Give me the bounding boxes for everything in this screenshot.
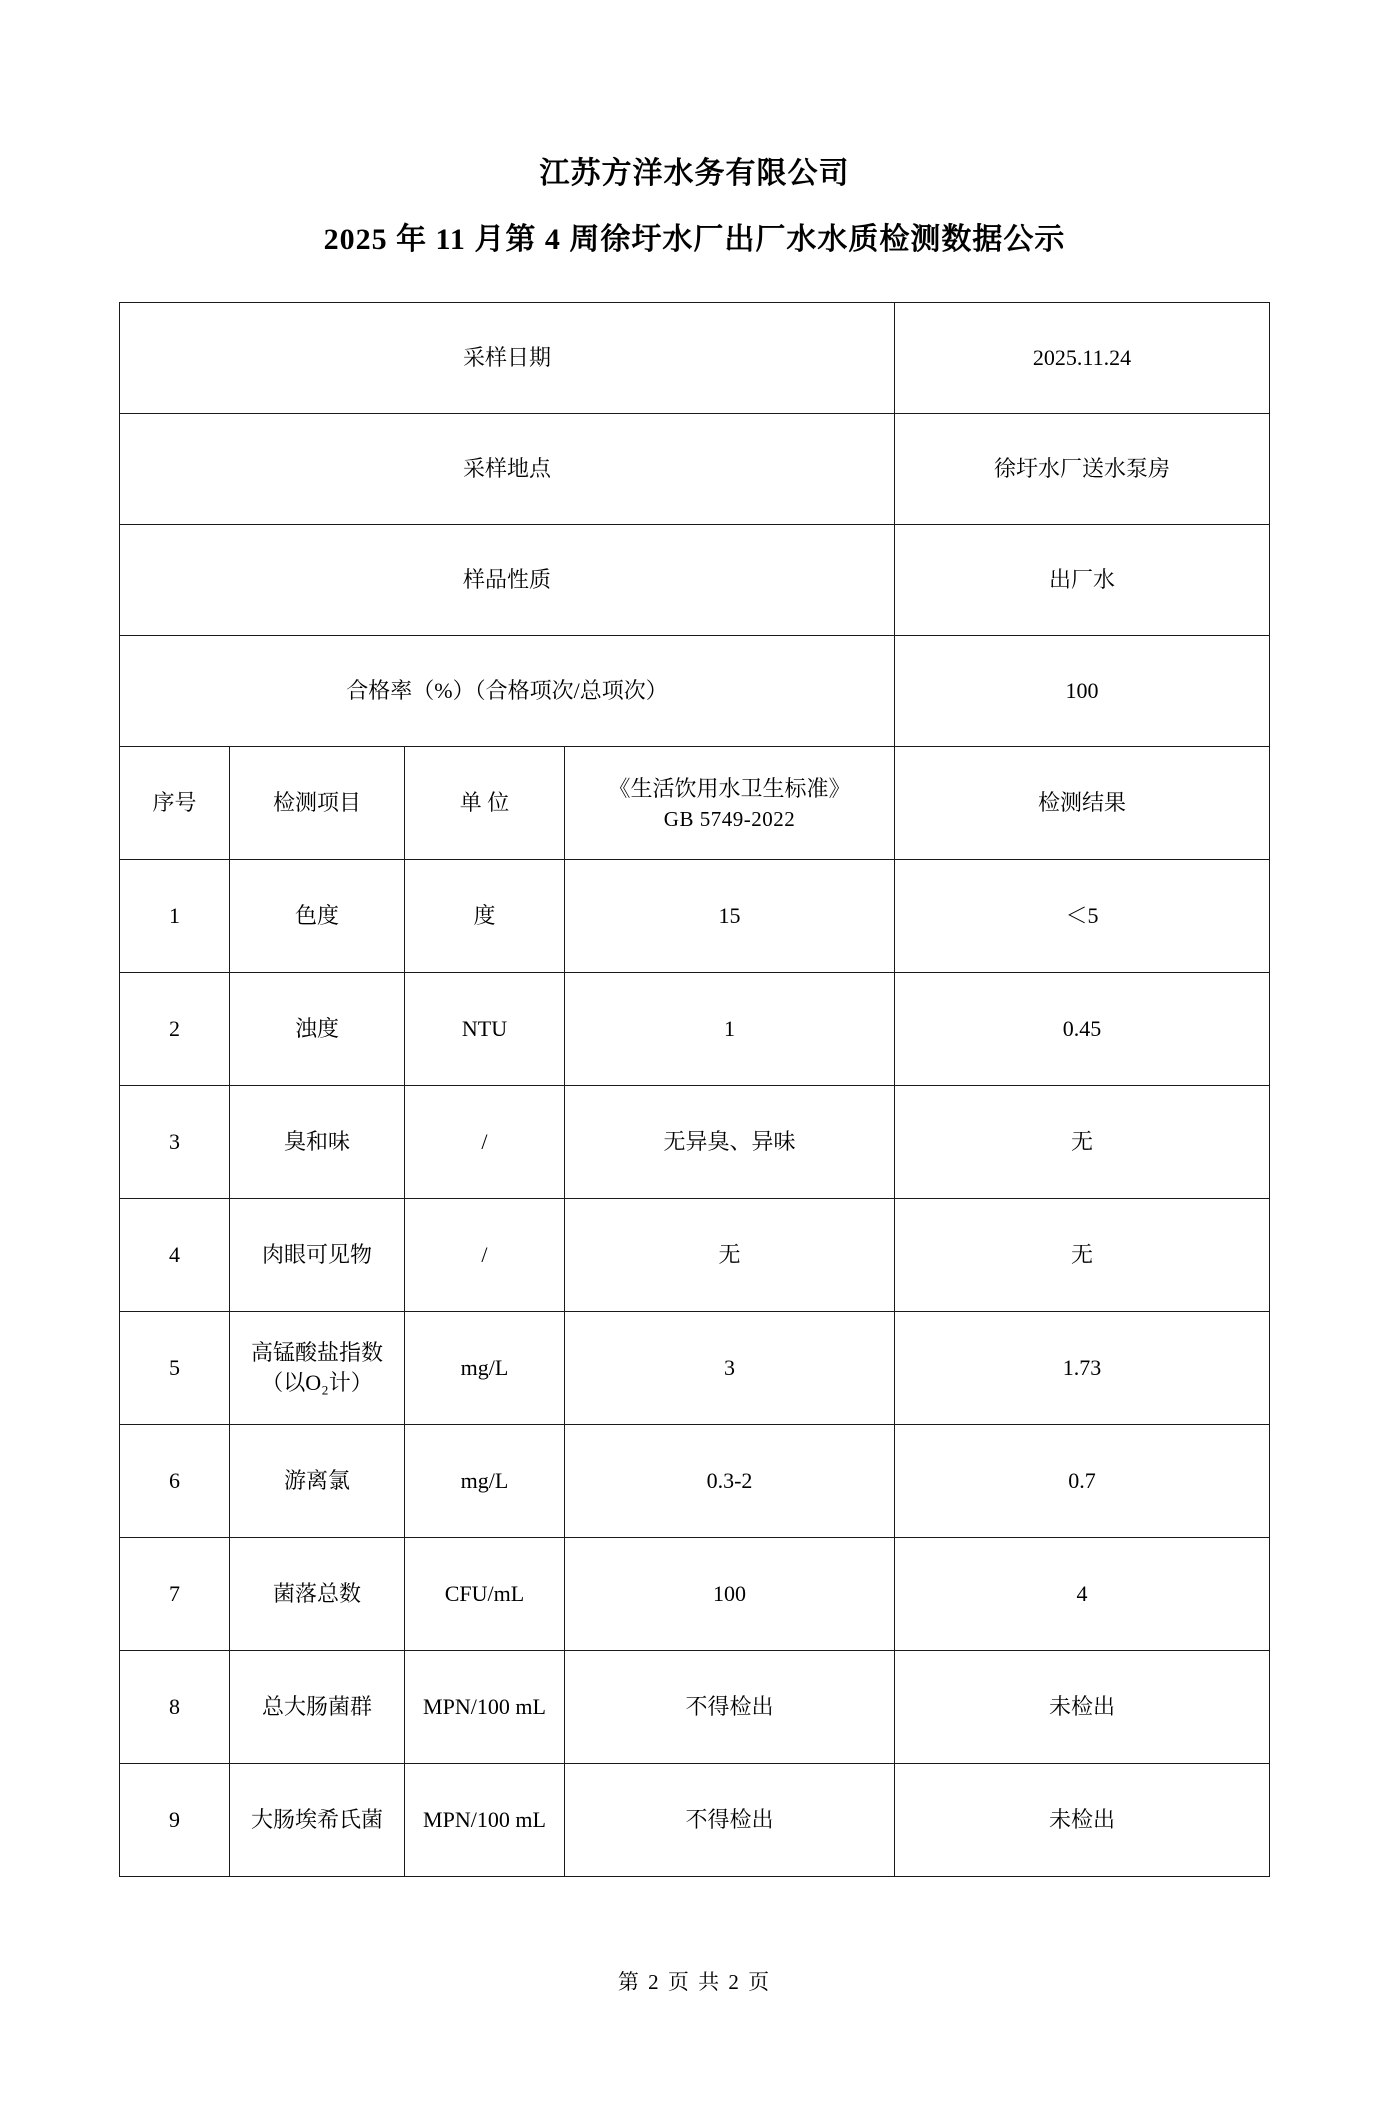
table-row — [119, 1425, 1269, 1538]
table-row — [119, 303, 1269, 414]
row-result: 0.45 — [895, 973, 1270, 1086]
row-item: 浊度 — [229, 973, 404, 1086]
company-name: 江苏方洋水务有限公司 — [539, 157, 850, 190]
page-title: 2025 年 11 月第 4 周徐圩水厂出厂水水质检测数据公示 — [323, 223, 1066, 256]
sampling-date-value: 2025.11.24 — [895, 303, 1270, 414]
row-no: 1 — [119, 860, 229, 973]
row-standard: 0.3-2 — [564, 1425, 894, 1538]
row-item: 色度 — [229, 860, 404, 973]
row-item: 肉眼可见物 — [229, 1199, 404, 1312]
table-row — [119, 414, 1269, 525]
pass-rate-value: 100 — [895, 636, 1270, 747]
row-result: ＜5 — [895, 860, 1270, 973]
row-standard: 不得检出 — [564, 1651, 894, 1764]
table-row — [119, 1086, 1269, 1199]
column-header-item: 检测项目 — [229, 747, 404, 860]
row-item: 高锰酸盐指数（以O₂计） — [229, 1312, 404, 1425]
sampling-location-label: 采样地点 — [119, 414, 894, 525]
row-unit: mg/L — [404, 1312, 564, 1425]
row-no: 4 — [119, 1199, 229, 1312]
row-unit: NTU — [404, 973, 564, 1086]
column-header-standard — [564, 747, 894, 860]
row-standard: 100 — [564, 1538, 894, 1651]
row-unit: 度 — [404, 860, 564, 973]
row-no: 6 — [119, 1425, 229, 1538]
column-header-no: 序号 — [119, 747, 229, 860]
row-item: 游离氯 — [229, 1425, 404, 1538]
column-header-result: 检测结果 — [895, 747, 1270, 860]
row-item: 总大肠菌群 — [229, 1651, 404, 1764]
row-no: 9 — [119, 1764, 229, 1877]
table-row — [119, 1199, 1269, 1312]
standard-title: 《生活饮用水卫生标准》 — [608, 775, 851, 801]
sample-nature-label: 样品性质 — [119, 525, 894, 636]
row-no: 3 — [119, 1086, 229, 1199]
standard-code: GB 5749-2022 — [663, 806, 796, 831]
title-block — [0, 150, 1389, 264]
column-header-unit: 单 位 — [404, 747, 564, 860]
sample-nature-value: 出厂水 — [895, 525, 1270, 636]
table-row — [119, 525, 1269, 636]
sampling-location-value: 徐圩水厂送水泵房 — [895, 414, 1270, 525]
water-quality-table — [119, 302, 1270, 1877]
row-item: 大肠埃希氏菌 — [229, 1764, 404, 1877]
table-row — [119, 1764, 1269, 1877]
row-item: 臭和味 — [229, 1086, 404, 1199]
table-row — [119, 1538, 1269, 1651]
row-standard: 15 — [564, 860, 894, 973]
row-result: 无 — [895, 1086, 1270, 1199]
row-unit: / — [404, 1086, 564, 1199]
table-row — [119, 973, 1269, 1086]
document-page — [0, 150, 1389, 2114]
table-row — [119, 860, 1269, 973]
row-unit: MPN/100 mL — [404, 1764, 564, 1877]
row-result: 无 — [895, 1199, 1270, 1312]
row-no: 2 — [119, 973, 229, 1086]
row-result: 未检出 — [895, 1651, 1270, 1764]
table-row — [119, 636, 1269, 747]
table-header-row — [119, 747, 1269, 860]
row-item: 菌落总数 — [229, 1538, 404, 1651]
row-unit: / — [404, 1199, 564, 1312]
row-unit: MPN/100 mL — [404, 1651, 564, 1764]
row-no: 5 — [119, 1312, 229, 1425]
row-standard: 无 — [564, 1199, 894, 1312]
sampling-date-label: 采样日期 — [119, 303, 894, 414]
row-no: 7 — [119, 1538, 229, 1651]
row-standard: 3 — [564, 1312, 894, 1425]
table-row — [119, 1651, 1269, 1764]
table-row — [119, 1312, 1269, 1425]
page-footer: 第 2 页 共 2 页 — [617, 1970, 772, 1994]
row-standard: 无异臭、异味 — [564, 1086, 894, 1199]
row-result: 4 — [895, 1538, 1270, 1651]
row-result: 未检出 — [895, 1764, 1270, 1877]
row-no: 8 — [119, 1651, 229, 1764]
row-standard: 不得检出 — [564, 1764, 894, 1877]
row-unit: CFU/mL — [404, 1538, 564, 1651]
row-result: 0.7 — [895, 1425, 1270, 1538]
row-result: 1.73 — [895, 1312, 1270, 1425]
pass-rate-label: 合格率（%）（合格项次/总项次） — [119, 636, 894, 747]
row-unit: mg/L — [404, 1425, 564, 1538]
row-standard: 1 — [564, 973, 894, 1086]
